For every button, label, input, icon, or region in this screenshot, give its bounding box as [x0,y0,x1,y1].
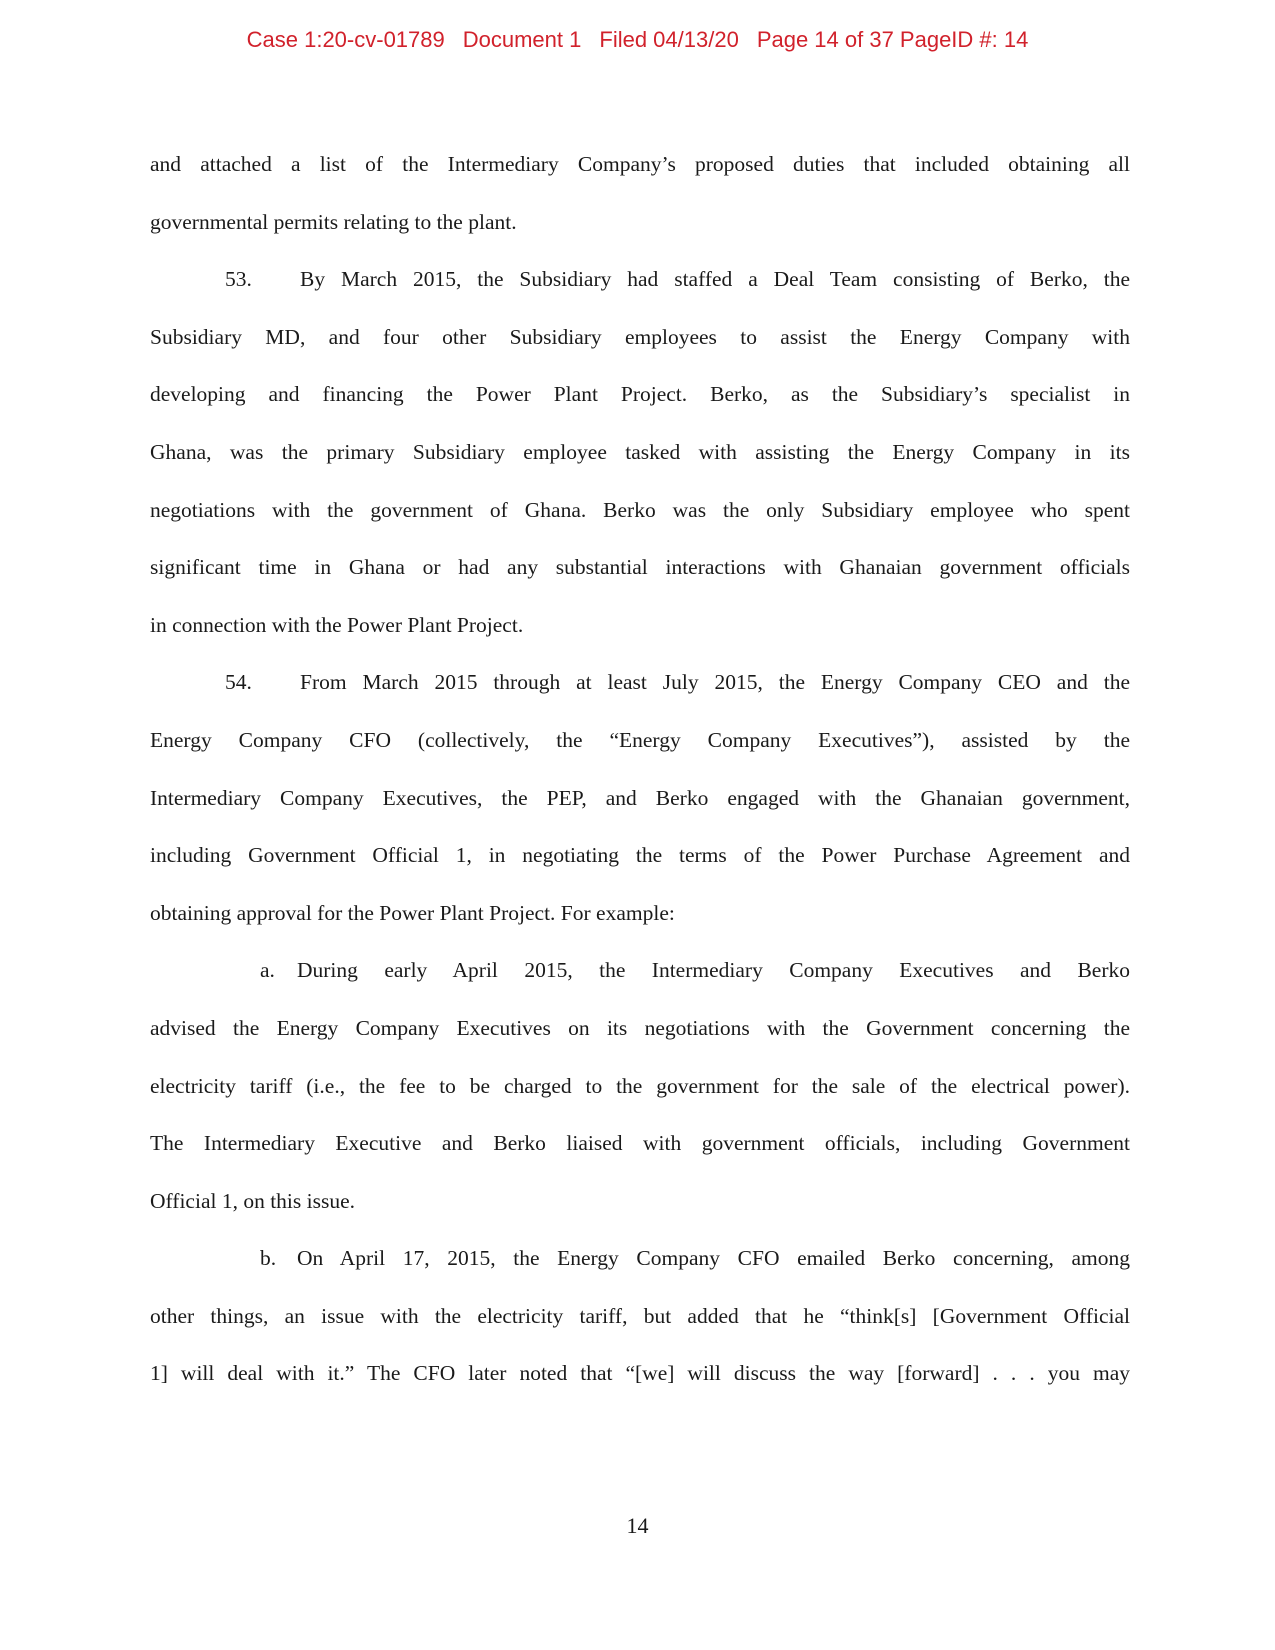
text-line: electricity tariff (i.e., the fee to be charged to the government for the sale of the electrical power). [150,1073,1130,1098]
paragraph-54 [150,654,1130,942]
text-line: other things, an issue with the electricity tariff, but added that he “think[s] [Government Official [150,1303,1130,1328]
text-line: Official 1, on this issue. [150,1188,356,1213]
subparagraph-letter: a. [260,958,275,983]
document-body [150,136,1130,1403]
text-line: and attached a list of the Intermediary Company’s proposed duties that included obtaining all [150,152,1130,176]
text-line: advised the Energy Company Executives on its negotiations with the Government concerning the [150,1015,1130,1040]
text-line: negotiations with the government of Ghana. Berko was the only Subsidiary employee who spent [150,497,1130,522]
text-span: During early April 2015, the Intermediary Company Executives and Berko [297,958,1130,983]
subparagraph-b [150,1230,1130,1403]
text-span: On April 17, 2015, the Energy Company CFO emailed Berko concerning, among [297,1246,1130,1271]
filed-date: Filed 04/13/20 [599,27,739,52]
text-line: in connection with the Power Plant Project. [150,612,524,637]
text-line [150,251,1130,309]
text-line: Ghana, was the primary Subsidiary employee tasked with assisting the Energy Company in its [150,439,1130,464]
paragraph-continuation [150,136,1130,251]
text-line: obtaining approval for the Power Plant Project. For example: [150,900,675,925]
paragraph-53 [150,251,1130,654]
case-number: Case 1:20-cv-01789 [246,27,445,52]
text-line [150,942,1130,1000]
page-number: 14 [626,1513,649,1538]
text-line: including Government Official 1, in negotiating the terms of the Power Purchase Agreement and [150,843,1130,868]
text-span: By March 2015, the Subsidiary had staffed a Deal Team consisting of Berko, the [300,267,1130,292]
text-line: Subsidiary MD, and four other Subsidiary employees to assist the Energy Company with [150,324,1130,349]
text-line [150,654,1130,712]
page-info: Page 14 of 37 PageID #: 14 [756,27,1029,52]
text-line: The Intermediary Executive and Berko liaised with government officials, including Government [150,1131,1130,1156]
text-span: From March 2015 through at least July 2015, the Energy Company CEO and the [300,670,1130,695]
document-number: Document 1 [462,27,582,52]
text-line: governmental permits relating to the plant. [150,209,517,234]
paragraph-number: 53. [225,267,252,292]
text-line: developing and financing the Power Plant Project. Berko, as the Subsidiary’s specialist in [150,382,1130,407]
text-line: 1] will deal with it.” The CFO later noted that “[we] will discuss the way [forward] . . . you may [150,1361,1130,1386]
paragraph-number: 54. [225,670,252,695]
text-line: Energy Company CFO (collectively, the “Energy Company Executives”), assisted by the [150,727,1130,752]
case-header [0,27,1275,53]
subparagraph-letter: b. [260,1246,277,1271]
text-line: significant time in Ghana or had any substantial interactions with Ghanaian government officials [150,555,1130,580]
text-line [150,1230,1130,1288]
subparagraph-a [150,942,1130,1230]
text-line: Intermediary Company Executives, the PEP, and Berko engaged with the Ghanaian government, [150,785,1130,810]
